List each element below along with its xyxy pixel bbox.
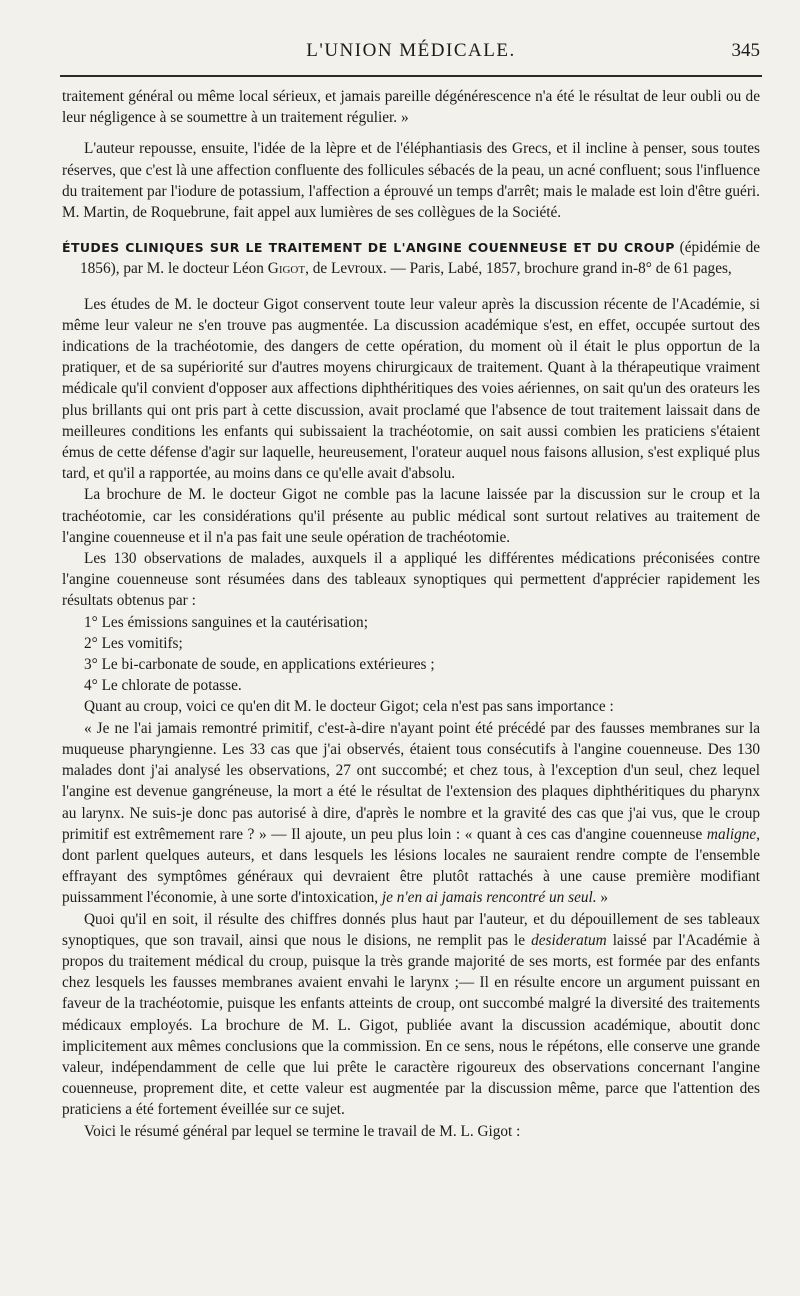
list-item: 2° Les vomitifs;	[84, 634, 183, 652]
paragraph-studies: Les études de M. le docteur Gigot conservent toute leur valeur après la discussion récente de l'Académie, si même leur valeur ne s'en trouve pas augmentée. La discussion académique s'est, en effet, occupée surtout des indications de la trachéotomie, des dangers de cette opération, du moment où il était le plus opportun de la pratiquer, et de sa supériorité sur d'autres moyens chirurgicaux de traitement. Quant à la thérapeutique vraiment médicale qu'il convient d'opposer aux affections diphthéritiques des voies aériennes, on sait qu'un des orateurs les plus brillants qui ont pris part à cette discussion, avait proclamé que l'absence de tout traitement laissait dans de meilleures conditions les enfants qui subissaient la trachéotomie, on sait aussi combien les praticiens s'étaient émus de cette défense d'agir sur laquelle, heureusement, l'orateur auquel nous faisons allusion, s'est expliqué plus tard, et qu'il a rapportée, au moins dans ce qu'elle avait d'absolu.	[62, 295, 760, 483]
paragraph-brochure: La brochure de M. le docteur Gigot ne comble pas la lacune laissée par la discussion sur le croup et la trachéotomie, car les considérations qu'il présente au public médical sont surtout relatives au traitement de l'angine couenneuse et il n'a pas fait une seule opération de trachéotomie.	[62, 486, 760, 546]
review-title: ÉTUDES CLINIQUES SUR LE TRAITEMENT DE L'ANGINE COUENNEUSE ET DU CROUP	[62, 240, 675, 256]
list-item: 3° Le bi-carbonate de soude, en applications extérieures ;	[84, 656, 435, 674]
running-title: L'UNION MÉDICALE.	[306, 40, 516, 61]
paragraph-summary-intro: Voici le résumé général par lequel se termine le travail de M. L. Gigot :	[84, 1122, 521, 1140]
article-body	[62, 86, 760, 1142]
paragraph-continued: traitement général ou même local sérieux, et jamais pareille dégénérescence n'a été le résultat de leur oubli ou de leur négligence à se soumettre à un traitement régulier. »	[62, 88, 760, 127]
list-item: 1° Les émissions sanguines et la cautérisation;	[84, 613, 368, 631]
paragraph-author-opinion: L'auteur repousse, ensuite, l'idée de la lèpre et de l'éléphantiasis des Grecs, et il incline à penser, sous toutes réserves, que c'est là une affection confluente des follicules sébacés de la peau, un acné confluent; sous l'influence du traitement par l'iodure de potassium, l'affection a éprouvé un temps d'arrêt; mais le malade est loin d'être guéri. M. Martin, de Roquebrune, fait appel aux lumières de ses collègues de la Société.	[62, 140, 760, 222]
list-item: 4° Le chlorate de potasse.	[84, 677, 242, 695]
paragraph-quotation: « Je ne l'ai jamais remontré primitif, c'est-à-dire n'ayant point été précédé par des fausses membranes sur la muqueuse pharyngienne. Les 33 cas que j'ai observés, étaient tous consécutifs à l'angine couenneuse. Des 130 malades dont j'ai analysé les observations, 27 ont succombé; et chez tous, à l'exception d'un seul, chez lequel l'angine est devenue gangréneuse, la mort a été le résultat de l'extension des plaques diphthéritiques du pharynx au larynx. Ne suis-je donc pas autorisé à dire, d'après le nombre et la gravité des cas que j'ai vus, que le croup primitif est extrêmement rare ? » — Il ajoute, un peu plus loin : « quant à ces cas d'angine couenneuse maligne, dont parlent quelques auteurs, et dans lesquels les lésions locales ne sauraient rendre compte de l'ensemble effrayant des symptômes généraux qui devraient être plutôt rattachés à une cause première modifiant puissamment l'économie, à une sorte d'intoxication, je n'en ai jamais rencontré un seul. »	[62, 719, 760, 907]
page-header	[62, 40, 760, 70]
paragraph-observations: Les 130 observations de malades, auxquels il a appliqué les différentes médications préconisées contre l'angine couenneuse sont résumées dans des tableaux synoptiques qui permettent d'apprécier rapidement les résultats obtenus par :	[62, 550, 760, 610]
book-review-heading: ÉTUDES CLINIQUES SUR LE TRAITEMENT DE L'ANGINE COUENNEUSE ET DU CROUP (épidémie de 1856), par M. le docteur Léon Gigot, de Levroux. — Paris, Labé, 1857, brochure grand in-8° de 61 pages,	[62, 239, 761, 278]
page-number: 345	[731, 40, 760, 61]
paragraph-croup-intro: Quant au croup, voici ce qu'en dit M. le docteur Gigot; cela n'est pas sans importance :	[84, 698, 614, 716]
header-rule	[60, 75, 762, 77]
paragraph-conclusion: Quoi qu'il en soit, il résulte des chiffres donnés plus haut par l'auteur, et du dépouillement de ses tableaux synoptiques, que son travail, ainsi que nous le disions, ne remplit pas le desideratum laissé par l'Académie à propos du traitement médical du croup, puisque la très grande majorité de ses morts, est formée par des enfants chez lesquels les fausses membranes avaient envahi le larynx ;— Il en résulte encore un argument puissant en faveur de la trachéotomie, puisque les enfants atteints de croup, ont succombé malgré la diversité des traitements médicaux employés. La brochure de M. L. Gigot, publiée avant la discussion académique, aboutit donc implicitement aux mêmes conclusions que la commission. En ce sens, nous le répétons, elle conserve une grande valeur, indépendamment de celle que lui prête le caractère rigoureux des observations concernant l'angine couenneuse, proprement dite, et cette valeur est augmentée par la discussion même, parce que l'attention des praticiens a été fortement éveillée sur ce sujet.	[62, 910, 760, 1119]
review-author: Gigot	[267, 260, 306, 278]
